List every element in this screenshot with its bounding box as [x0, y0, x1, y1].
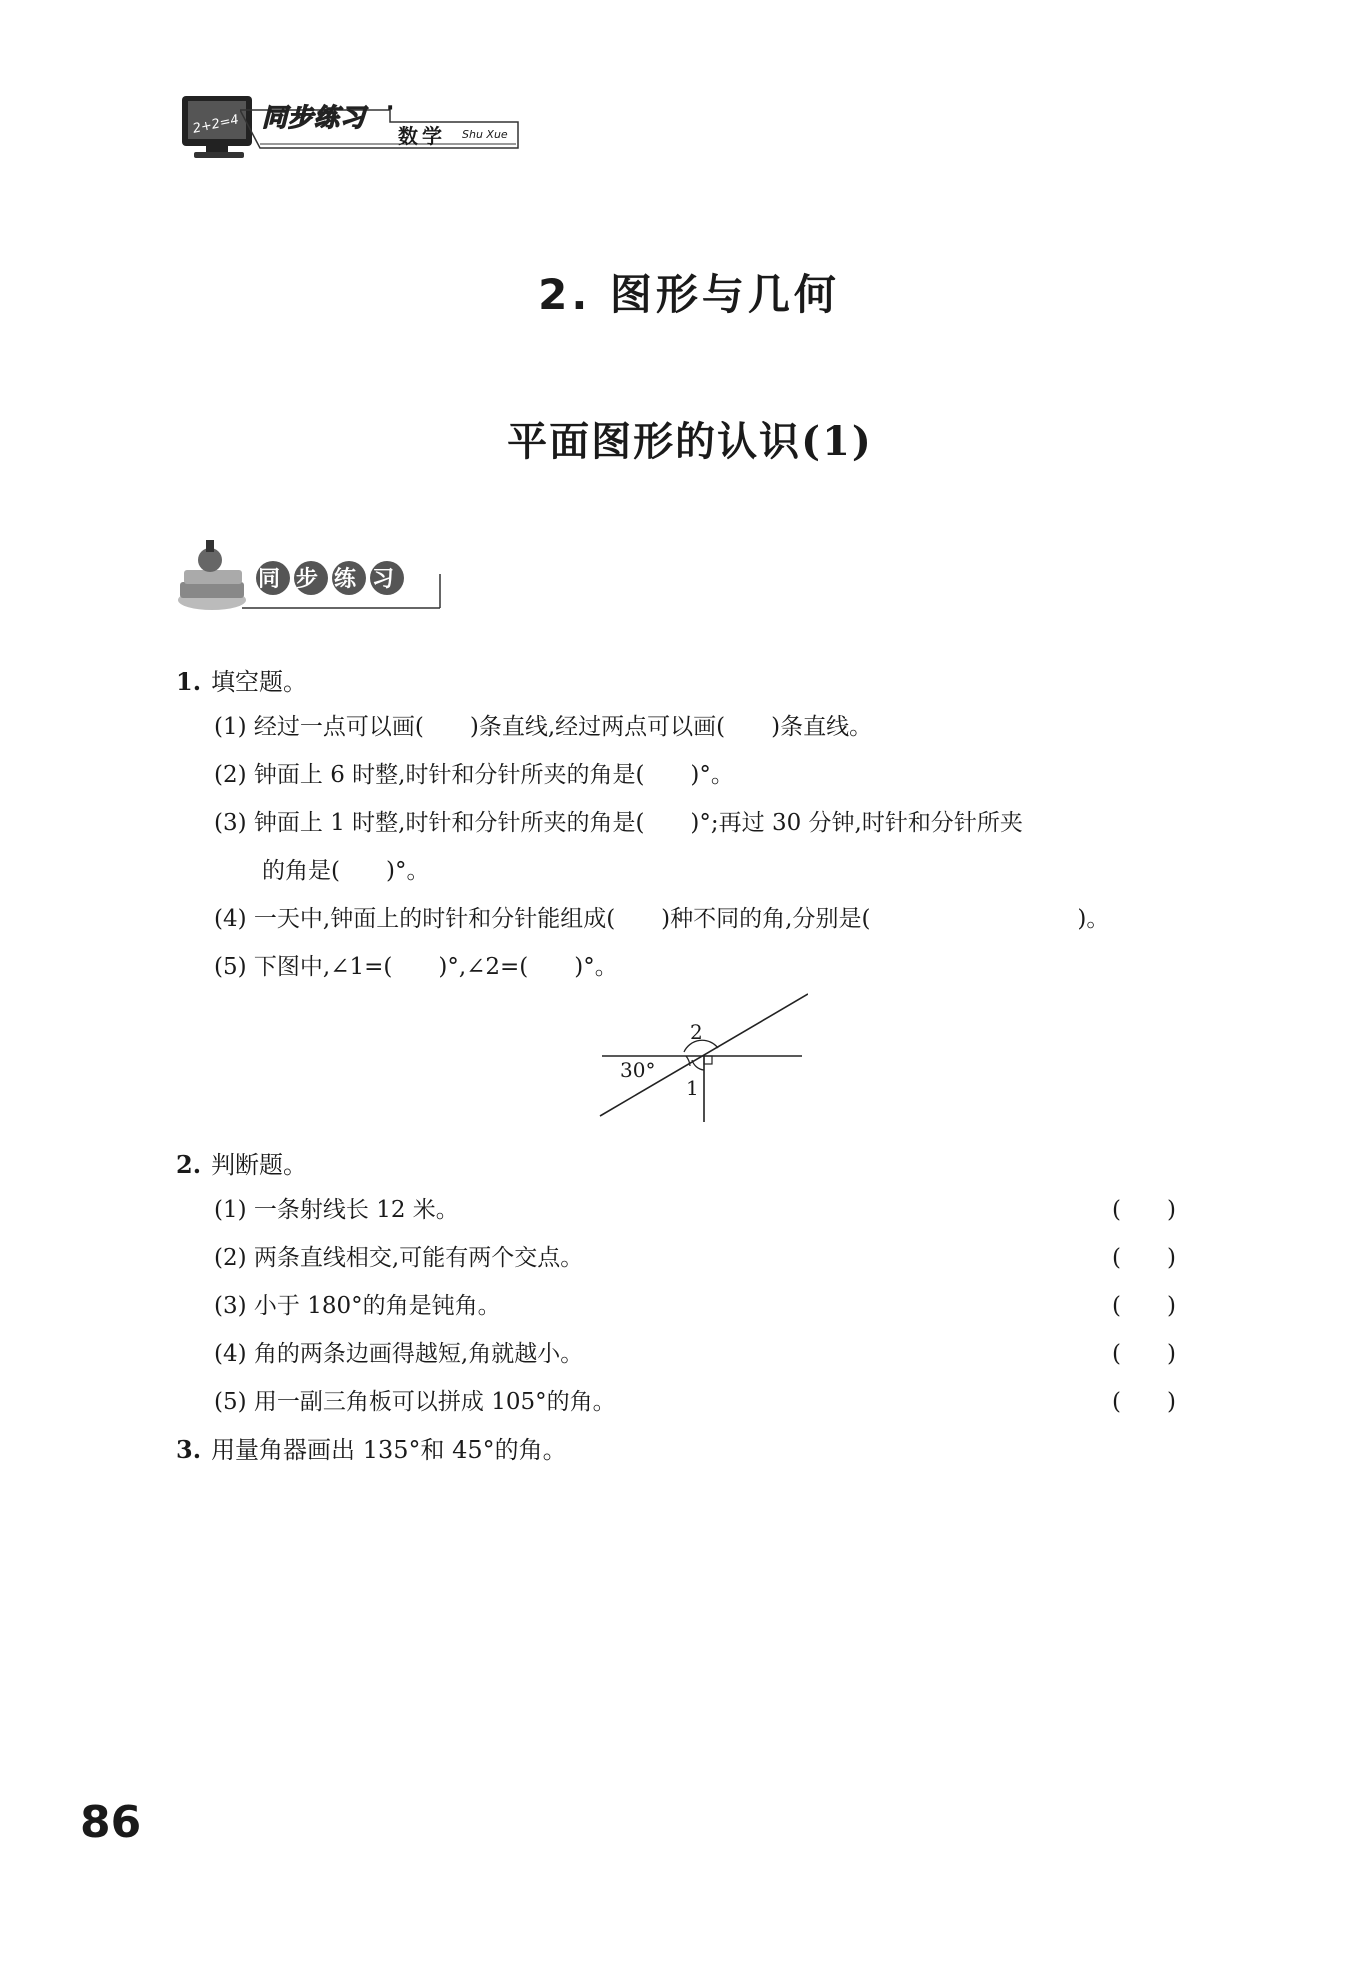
- q2-answer-3[interactable]: ( ): [1112, 1293, 1176, 1319]
- q3-title: [176, 1430, 567, 1465]
- q3-number: 3.: [176, 1435, 202, 1464]
- q2-answer-2[interactable]: ( ): [1112, 1245, 1176, 1271]
- header-dot: ·: [386, 96, 395, 121]
- q2-answer-1[interactable]: ( ): [1112, 1197, 1176, 1223]
- q3-title-text: 用量角器画出 135°和 45°的角。: [211, 1436, 567, 1464]
- q2-title: [176, 1145, 307, 1180]
- svg-text:2+2=4: 2+2=4: [191, 112, 241, 137]
- figure-angle-label: 30°: [620, 1058, 656, 1082]
- figure-label-2: 2: [690, 1020, 703, 1044]
- q1-item-3: (3) 钟面上 1 时整,时针和分针所夹的角是( )°;再过 30 分钟,时针和分针所夹: [214, 810, 1023, 836]
- q2-item-5: (5) 用一副三角板可以拼成 105°的角。: [214, 1389, 616, 1415]
- subject-label: 数学: [398, 124, 446, 148]
- q2-item-1: (1) 一条射线长 12 米。: [214, 1197, 459, 1223]
- q1-item-1: (1) 经过一点可以画( )条直线,经过两点可以画( )条直线。: [214, 714, 873, 740]
- page-number: 86: [80, 1797, 142, 1848]
- subject-pinyin: Shu Xue: [462, 128, 508, 141]
- q2-answer-4[interactable]: ( ): [1112, 1341, 1176, 1367]
- q1-title: [176, 662, 307, 697]
- section-title: 平面图形的认识(1): [507, 418, 873, 465]
- q1-item-2: (2) 钟面上 6 时整,时针和分针所夹的角是( )°。: [214, 762, 734, 788]
- q2-item-4: (4) 角的两条边画得越短,角就越小。: [214, 1341, 584, 1367]
- q1-item-4: (4) 一天中,钟面上的时针和分针能组成( )种不同的角,分别是( )。: [214, 906, 1110, 932]
- q1-number: 1.: [176, 667, 202, 696]
- q2-item-2: (2) 两条直线相交,可能有两个交点。: [214, 1245, 584, 1271]
- q1-item-5: (5) 下图中,∠1=( )°,∠2=( )°。: [214, 954, 618, 980]
- badge-text: 同步练习: [258, 567, 411, 592]
- series-title: 同步练习: [262, 103, 367, 132]
- q1-title-text: 填空题。: [211, 668, 308, 696]
- q1-item-3-cont: 的角是( )°。: [262, 858, 430, 884]
- q2-answer-5[interactable]: ( ): [1112, 1389, 1176, 1415]
- q2-item-3: (3) 小于 180°的角是钝角。: [214, 1293, 501, 1319]
- q2-number: 2.: [176, 1150, 202, 1179]
- figure-label-1: 1: [686, 1076, 699, 1100]
- chapter-title: 2. 图形与几何: [538, 270, 840, 319]
- q2-title-text: 判断题。: [211, 1151, 308, 1179]
